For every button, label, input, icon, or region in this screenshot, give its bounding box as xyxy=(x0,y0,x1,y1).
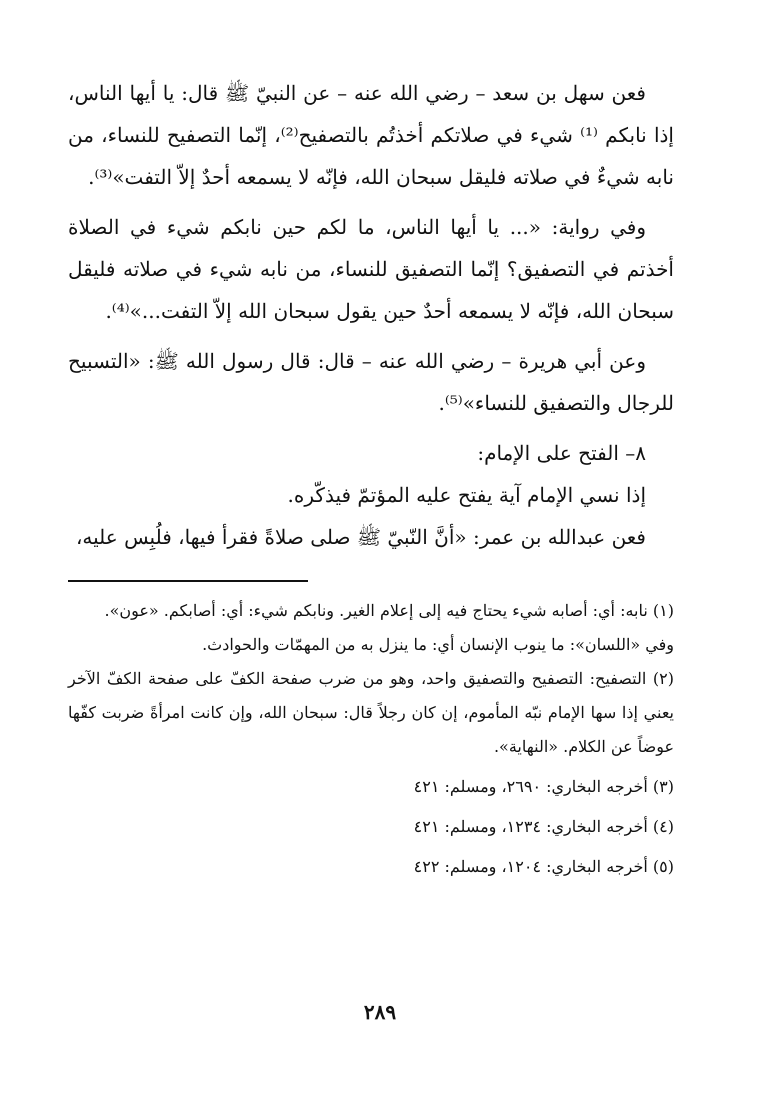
page-number: ٢٨٩ xyxy=(363,1000,397,1024)
paragraph-sahl-hadith: فعن سهل بن سعد – رضي الله عنه – عن النبيّ ﷺ قال: يا أيها الناس، إذا نابكم ⁽¹⁾ شيء في صلاتكم أخذتُم بالتصفيح⁽²⁾، إنّما التصفيح للنساء، من نابه شيءٌ في صلاته فليقل سبحان الله، فإنّه لا يسمعه أحدٌ إلاّ التفت»⁽³⁾. xyxy=(68,81,674,189)
paragraph-imam-forgets: إذا نسي الإمام آية يفتح عليه المؤتمّ فيذكّره. xyxy=(287,483,646,507)
footnote-divider xyxy=(68,580,308,582)
paragraph-riwaya: وفي رواية: «... يا أيها الناس، ما لكم حين نابكم شيء في الصلاة أخذتم في التصفيق؟ إنّما التصفيق للنساء، من نابه شيء في صلاته فليقل سبحان الله، فإنّه لا يسمعه أحدٌ حين يقول سبحان الله إلاّ التفت...»⁽⁴⁾. xyxy=(68,215,674,323)
section-heading: ٨– الفتح على الإمام: xyxy=(477,441,646,465)
main-text xyxy=(68,72,674,558)
paragraph-ibn-umar: فعن عبدالله بن عمر: «أنَّ النّبيّ ﷺ صلى صلاةً فقرأ فيها، فلُبِس عليه، xyxy=(75,525,646,549)
footnote-1: (١) نابه: أي: أصابه شيء يحتاج فيه إلى إعلام الغير. ونابكم شيء: أي: أصابكم. «عون». xyxy=(104,601,674,620)
footnote-2: (٢) التصفيح: التصفيح والتصفيق واحد، وهو من ضرب صفحة الكفّ على صفحة الكفّ الآخر يعني إذا سها الإمام نبّه المأموم، إن كان رجلاً قال: سبحان الله، وإن كانت امرأةً ضربت كفّها عوضاً عن الكلام. «النهاية». xyxy=(68,669,674,756)
footnote-1-lisan: وفي «اللسان»: ما ينوب الإنسان أي: ما ينزل به من المهمّات والحوادث. xyxy=(202,635,674,654)
footnote-5: (٥) أخرجه البخاري: ١٢٠٤، ومسلم: ٤٢٢ xyxy=(413,857,674,876)
footnote-4: (٤) أخرجه البخاري: ١٢٣٤، ومسلم: ٤٢١ xyxy=(413,817,674,836)
footnote-3: (٣) أخرجه البخاري: ٢٦٩٠، ومسلم: ٤٢١ xyxy=(413,777,674,796)
footnotes xyxy=(68,594,674,884)
paragraph-abu-hurayra: وعن أبي هريرة – رضي الله عنه – قال: قال رسول الله ﷺ: «التسبيح للرجال والتصفيق للنساء»⁽⁵⁾. xyxy=(68,349,674,415)
